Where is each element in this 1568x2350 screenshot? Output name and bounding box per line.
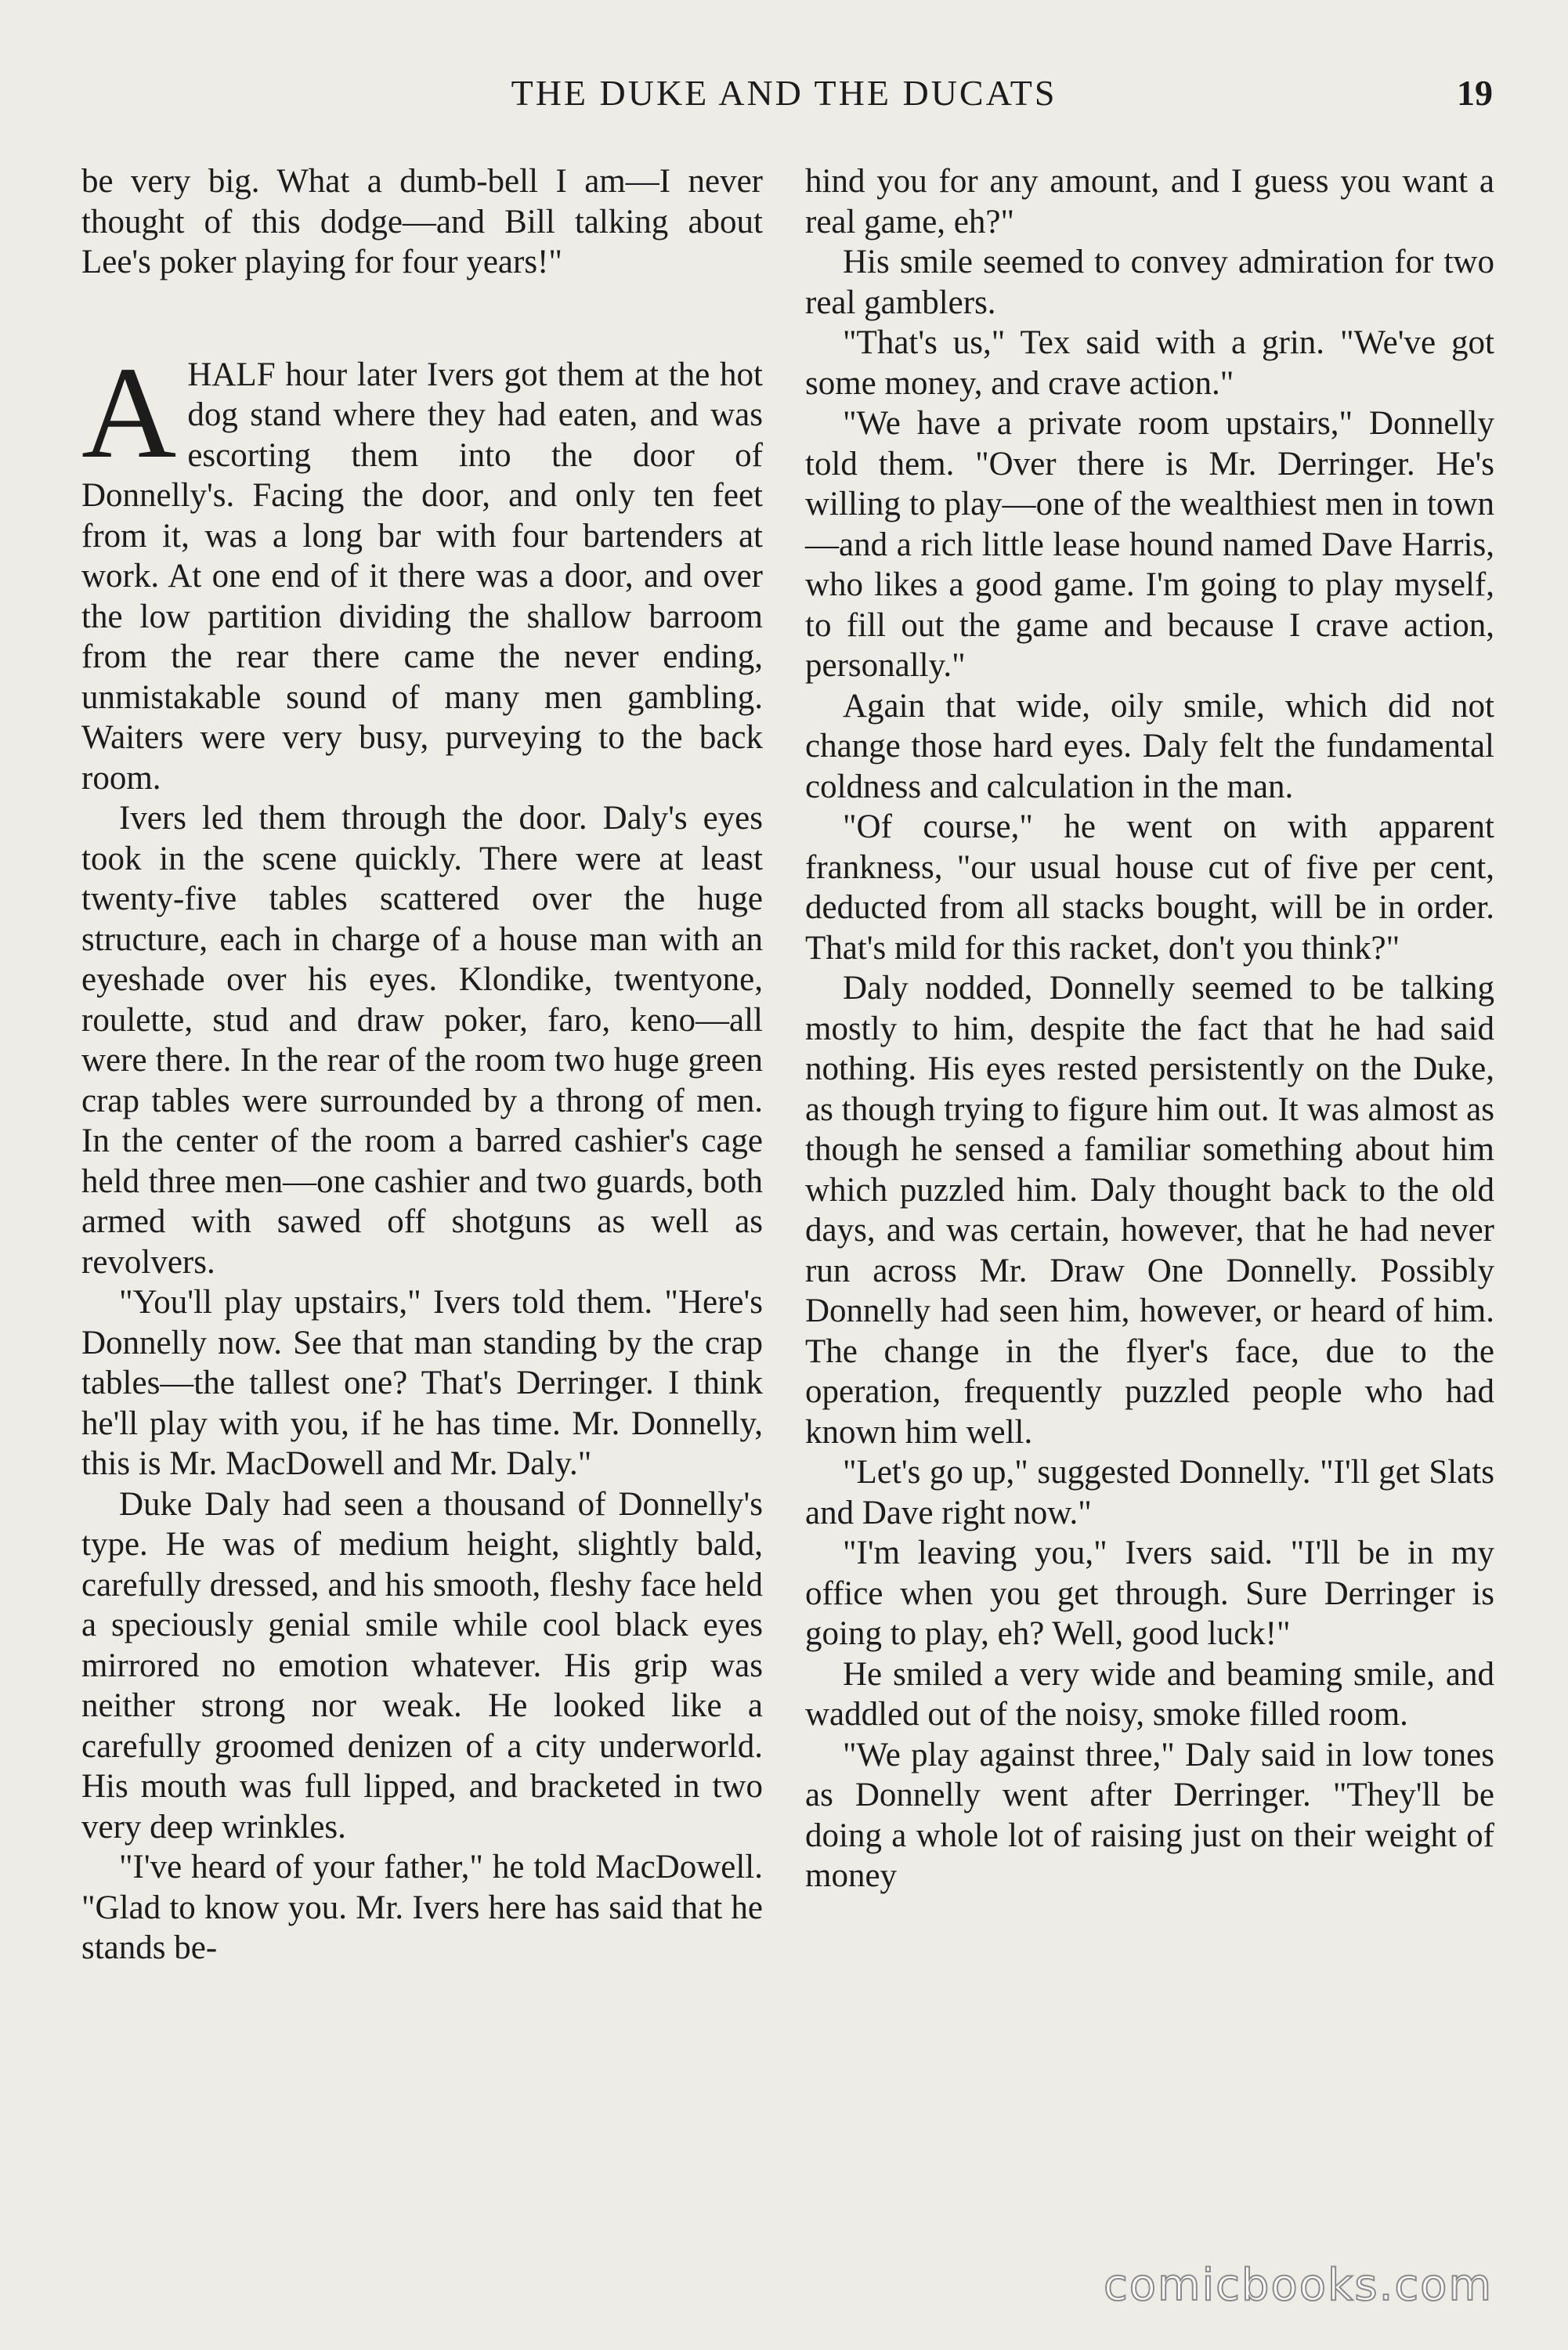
paragraph: Daly nodded, Donnelly seemed to be talking mostly to him, despite the fact that he had said nothing. His eyes rested persistently on the Duke, as though trying to figure him out. It was almost as though he sensed a familiar something about him which puzzled him. Daly thought back to the old days, and was certain, however, that he had never run across Mr. Draw One Donnelly. Possibly Donnelly had seen him, however, or heard of him. The change in the flyer's face, due to the operation, frequently puzzled people who had known him well. (805, 970, 1494, 1451)
paragraph: "We play against three," Daly said in low tones as Donnelly went after Derringer. "They'll be doing a whole lot of raising just on their weight of money (805, 1736, 1494, 1894)
watermark: comicbooks.com (1103, 2260, 1493, 2311)
section-break (81, 283, 763, 355)
paragraph: "We have a private room upstairs," Donnelly told them. "Over there is Mr. Derringer. He's willing to play—one of the wealthiest men in town—and a rich little lease hound named Dave Harris, who likes a good game. I'm going to play myself, to fill out the game and because I crave action, personally." (805, 405, 1494, 684)
page-header (0, 72, 1568, 119)
left-column (81, 161, 763, 1969)
paragraph: Again that wide, oily smile, which did not change those hard eyes. Daly felt the fundamental coldness and calculation in the man. (805, 687, 1494, 805)
paragraph: "I've heard of your father," he told MacDowell. "Glad to know you. Mr. Ivers here has said that he stands be- (81, 1849, 763, 1966)
right-column (805, 161, 1494, 1896)
paragraph: "You'll play upstairs," Ivers told them. "Here's Donnelly now. See that man standing by the crap tables—the tallest one? That's Derringer. I think he'll play with you, if he has time. Mr. Donnelly, this is Mr. MacDowell and Mr. Daly." (81, 1284, 763, 1482)
paragraph: "Of course," he went on with apparent frankness, "our usual house cut of five per cent, deducted from all stacks bought, will be in order. That's mild for this racket, don't you think?" (805, 808, 1494, 967)
paragraph: "That's us," Tex said with a grin. "We've got some money, and crave action." (805, 324, 1494, 402)
page-number: 19 (1457, 73, 1493, 113)
running-title: THE DUKE AND THE DUCATS (511, 73, 1057, 113)
paragraph: "I'm leaving you," Ivers said. "I'll be in my office when you get through. Sure Derringer is going to play, eh? Well, good luck!" (805, 1535, 1494, 1652)
paragraph: Duke Daly had seen a thousand of Donnelly's type. He was of medium height, slightly bald, carefully dressed, and his smooth, fleshy face held a speciously genial smile while cool black eyes mirrored no emotion whatever. His grip was neither strong nor weak. He looked like a carefully groomed denizen of a city underworld. His mouth was full lipped, and bracketed in two very deep wrinkles. (81, 1485, 763, 1846)
paragraph: Ivers led them through the door. Daly's eyes took in the scene quickly. There were at least twenty-five tables scattered over the huge structure, each in charge of a house man with an eyeshade over his eyes. Klondike, twentyone, roulette, stud and draw poker, faro, keno—all were there. In the rear of the room two huge green crap tables were surrounded by a throng of men. In the center of the room a barred cashier's cage held three men—one cashier and two guards, both armed with sawed off shotguns as well as revolvers. (81, 800, 763, 1281)
paragraph: He smiled a very wide and beaming smile, and waddled out of the noisy, smoke filled room. (805, 1655, 1494, 1733)
paragraph-text: HALF hour later Ivers got them at the hot dog stand where they had eaten, and was escorting them into the door of Donnelly's. Facing the door, and only ten feet from it, was a long bar with four bartenders at work. At one end of it there was a door, and over the low partition dividing the shallow barroom from the rear there came the never ending, unmistakable sound of many men gambling. Waiters were very busy, purveying to the back room. (81, 356, 763, 797)
paragraph: "Let's go up," suggested Donnelly. "I'll get Slats and Dave right now." (805, 1454, 1494, 1531)
paragraph: His smile seemed to convey admiration for two real gamblers. (805, 244, 1494, 321)
paragraph: hind you for any amount, and I guess you want a real game, eh?" (805, 163, 1494, 240)
drop-cap: A (81, 339, 177, 486)
paragraph: be very big. What a dumb-bell I am—I never thought of this dodge—and Bill talking about Lee's poker playing for four years!" (81, 163, 763, 280)
paragraph-with-drop-cap (81, 339, 763, 799)
